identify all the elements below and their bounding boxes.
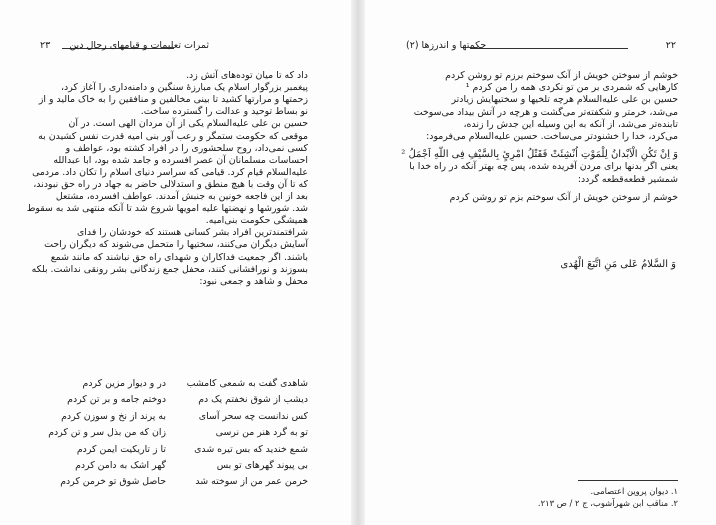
right-header-rule xyxy=(470,48,628,49)
closing-salutation: وَ السَّلامُ عَلی مَنِ اتَّبَعَ الْهُدی xyxy=(560,259,676,270)
poem-hemistich-second: حاصل شوق تو خرمن کردم xyxy=(60,476,166,488)
body-line: داد که تا میان توده‌های آتش زد. xyxy=(186,70,308,81)
footnote-rule xyxy=(578,480,678,481)
body-line: باشند. اگر جمعیت فداکاران و شهدای راه حق نباشند که مانند شمع xyxy=(50,251,308,263)
body-line: کارهایی که شمردی بر من تو نکردی همه را من کردم ¹ xyxy=(465,82,678,94)
body-line: یعنی اگر بدنها برای مردن آفریده شده، پس چه بهتر آنکه در راه خدا با xyxy=(409,161,678,173)
poem-hemistich-second: گهر اشک به دامن کردم xyxy=(75,460,166,471)
poem-hemistich-first: شمع خندید که بس تیره شدی xyxy=(194,443,308,455)
body-line: علیه‌السلام قیام کرد. قیامی که سراسر دنیای اسلام را تکان داد. مردمی xyxy=(32,166,308,178)
poem-hemistich-first: شاهدی گفت به شمعی کامشب xyxy=(186,378,308,389)
body-line: وَ اِنْ تَکُنِ الْاَبْدانُ لِلْمَوْتِ اُنْشِئَتْ فَقَتْلُ امْرِئٍ بِالسَّیْفِ فِی اللّهِ اَجْمَلُ ² xyxy=(401,149,678,161)
body-line: حسین بن علی علیه‌السلام یکی از آن مردان الهی است. در آن xyxy=(68,118,308,130)
poem-hemistich-second: تا ز تاریکیت ایمن کردم xyxy=(76,443,166,455)
body-line: کسی نمی‌داد، روح سلحشوری را در افراد کشته بود، عواطف و xyxy=(65,142,308,154)
left-page-number: ۲۳ xyxy=(40,40,51,51)
poem-hemistich-second: زان که من بذل سر و تن کردم xyxy=(48,427,166,439)
body-line: نو بساط توحید و عدالت را گسترده ساخت. xyxy=(140,106,308,118)
body-line: محفل و شاهد و جمعی نبود: xyxy=(199,275,308,287)
body-line: پیغمبر بزرگوار اسلام یک مبارزهٔ سنگین و دامنه‌داری را آغاز کرد، xyxy=(61,82,308,94)
left-running-title: ثمرات تعلیمات و قیامهای رجال دین xyxy=(69,40,209,51)
poem-hemistich-second: به پرند از نخ و سوزن کردم xyxy=(61,410,166,422)
body-line: می‌شد، خرمتر و شکفته‌تر می‌گشت و هرچه در آتش بیداد می‌سوخت xyxy=(413,106,678,118)
body-line: شد. شورشها و نهضتها علیه امویها شروع شد تا آنکه منتهی شد به سقوط xyxy=(26,203,308,215)
body-line: خوشم از سوختن خویش از آنک سوختم بزم تو روشن کردم xyxy=(449,191,678,203)
body-line: می‌کرد، خدا را خشنودتر می‌ساخت. حسین علیه‌السلام می‌فرمود: xyxy=(426,131,678,142)
body-line: آسایش دیگران می‌کنند، سختیها را متحمل می‌شوند که دیگران راحت xyxy=(44,239,308,251)
poem-hemistich-first: بی پیوند گهرهای تو بس xyxy=(216,460,308,471)
right-running-title: حکمتها و اندرزها (۲) xyxy=(406,40,487,51)
body-line: بسوزند و نورافشانی کنند، محفل جمع زندگانی بشر رونقی نداشت. بلکه xyxy=(31,263,308,275)
poem-hemistich-first: خرمن عمر من از سوخته شد xyxy=(195,476,308,488)
body-line: تابنده‌تر می‌شد، از آنکه به این وسیله این جدش را زنده‌، xyxy=(463,118,678,130)
poem-hemistich-second: دوختم جامه و بر تن کردم xyxy=(67,394,166,406)
poem-hemistich-second: در و دیوار مزین کردم xyxy=(82,378,166,389)
body-line: که تا آن وقت با هیچ منطق و استدلالی حاضر به جهاد در راه حق نبودند، xyxy=(33,178,308,190)
right-page-number: ۲۲ xyxy=(665,40,676,51)
body-line: احساسات مسلمانان آن عصر افسرده و جامد شده بود، ابا عبدالله xyxy=(53,154,308,166)
footnote: ۱. دیوان پروین اعتصامی. xyxy=(590,486,678,496)
body-line: موقعی که حکومت ستمگر و رعب آور بنی امیه قدرت نفس کشیدن به xyxy=(38,130,308,142)
poem-hemistich-first: تو به گرد هنر من نرسی xyxy=(215,427,308,439)
body-line: خوشم از سوختن خویش از آنک سوختم برزم تو روشن کردم xyxy=(445,70,678,81)
body-line: شمشیر قطعه‌قطعه گردد: xyxy=(577,173,678,185)
body-line: زحمتها و مرارتها کشید تا بینی مخالفین و منافقین را به خاک مالید و از xyxy=(38,94,308,106)
body-line: همیشگی حکومت بنی‌امیه. xyxy=(205,215,308,227)
poem-hemistich-first: کس ندانست چه سحر آسای xyxy=(198,410,308,422)
body-line: بعد از این فاجعه خونین به جنبش آمدند. عواطف افسرده، مشتعل xyxy=(55,191,308,202)
book-gutter xyxy=(351,0,365,525)
right-page xyxy=(358,0,716,525)
body-line: حسین بن علی علیه‌السلام هرچه تلخیها و سختیهایش زیادتر xyxy=(451,94,678,106)
body-line: شرافتمندترین افراد بشر کسانی هستند که خودشان را فدای xyxy=(76,227,308,239)
poem-hemistich-first: دیشب از شوق نخفتم یک دم xyxy=(198,394,308,406)
footnote: ۲. مناقب ابن شهرآشوب، ج ۲ / ص ۲۱۳. xyxy=(537,498,678,508)
